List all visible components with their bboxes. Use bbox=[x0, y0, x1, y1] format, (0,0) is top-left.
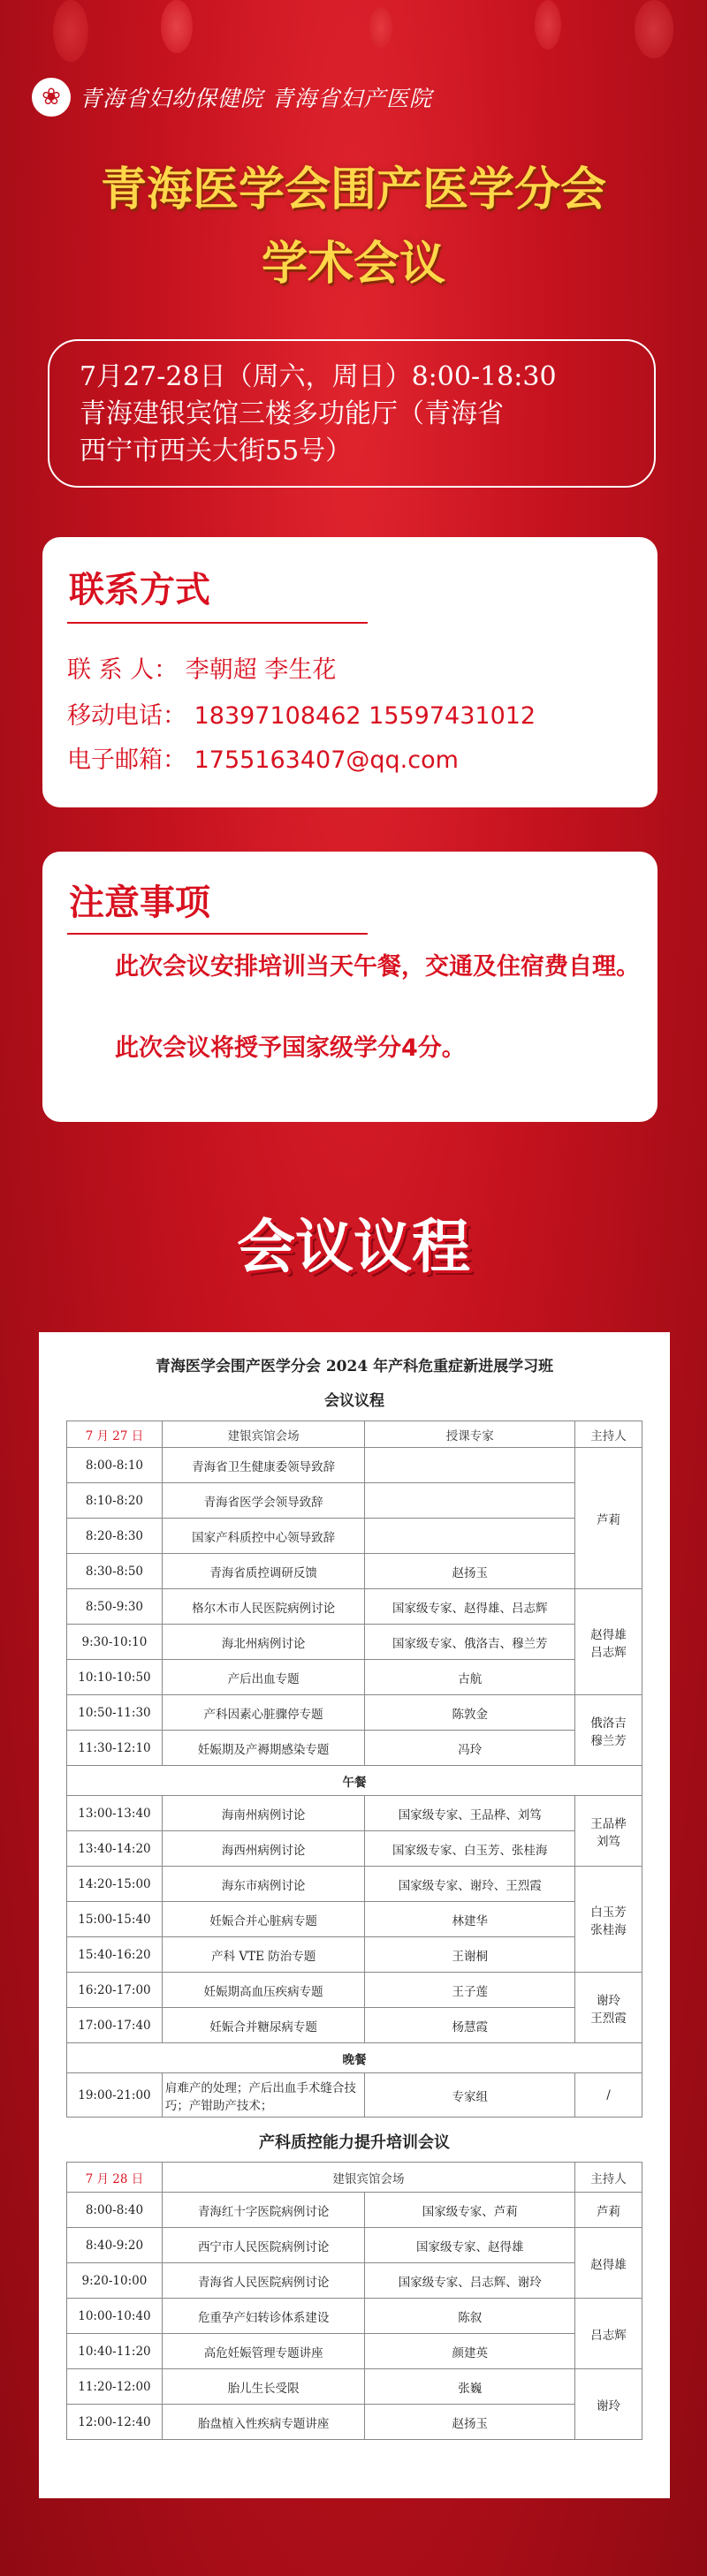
row-topic: 妊娠期高血压疾病专题 bbox=[162, 1973, 365, 2008]
venue-header: 建银宾馆会场 bbox=[162, 1421, 365, 1448]
lunch-label: 午餐 bbox=[67, 1766, 642, 1796]
day1-date: 7 月 27 日 bbox=[67, 1421, 163, 1448]
row-expert: 王谢桐 bbox=[365, 1937, 575, 1973]
row-host: / bbox=[575, 2073, 642, 2118]
contact-email-value[interactable]: 1755163407@qq.com bbox=[194, 746, 459, 774]
row-expert: 赵扬玉 bbox=[365, 2405, 575, 2440]
table-row bbox=[67, 2405, 642, 2440]
row-topic: 海南州病例讨论 bbox=[162, 1796, 365, 1831]
row-time: 8:50-9:30 bbox=[67, 1589, 163, 1625]
notice-card bbox=[42, 852, 658, 1122]
page-title-line2: 学术会议 bbox=[261, 237, 445, 291]
row-host: 芦莉 bbox=[575, 1448, 642, 1589]
row-time: 10:00-10:40 bbox=[67, 2299, 163, 2334]
row-time: 17:00-17:40 bbox=[67, 2008, 163, 2043]
table-row bbox=[67, 1625, 642, 1660]
agenda-document bbox=[39, 1332, 670, 2498]
row-topic: 海北州病例讨论 bbox=[162, 1625, 365, 1660]
row-expert: 国家级专家、王品桦、刘笃 bbox=[365, 1796, 575, 1831]
hospital-logo-icon: ❀ bbox=[32, 78, 71, 117]
row-expert: 冯玲 bbox=[365, 1731, 575, 1766]
table-row bbox=[67, 1660, 642, 1695]
row-host: 谢玲 bbox=[575, 2369, 642, 2440]
row-expert: 国家级专家、谢玲、王烈霞 bbox=[365, 1867, 575, 1902]
row-time: 8:10-8:20 bbox=[67, 1483, 163, 1519]
day2-date: 7 月 28 日 bbox=[67, 2163, 163, 2193]
table-row bbox=[67, 2193, 642, 2228]
row-time: 13:00-13:40 bbox=[67, 1796, 163, 1831]
dinner-row bbox=[67, 2043, 642, 2073]
decor-light bbox=[369, 7, 392, 48]
table-row bbox=[67, 2299, 642, 2334]
decor-light bbox=[535, 0, 561, 49]
row-time: 8:40-9:20 bbox=[67, 2228, 163, 2263]
row-time: 10:10-10:50 bbox=[67, 1660, 163, 1695]
row-expert bbox=[365, 1483, 575, 1519]
row-expert: 专家组 bbox=[365, 2073, 575, 2118]
row-time: 8:20-8:30 bbox=[67, 1519, 163, 1554]
doc-subtitle: 会议议程 bbox=[324, 1392, 384, 1410]
row-topic: 产后出血专题 bbox=[162, 1660, 365, 1695]
row-host: 吕志辉 bbox=[575, 2299, 642, 2369]
table-row bbox=[67, 2369, 642, 2405]
table-header-row bbox=[67, 2163, 642, 2193]
row-topic: 西宁市人民医院病例讨论 bbox=[162, 2228, 365, 2263]
row-expert: 林建华 bbox=[365, 1902, 575, 1937]
contact-email-label: 电子邮箱： bbox=[67, 746, 186, 774]
section2-title: 产科质控能力提升培训会议 bbox=[259, 2133, 450, 2152]
row-topic: 妊娠期及产褥期感染专题 bbox=[162, 1731, 365, 1766]
row-expert bbox=[365, 1519, 575, 1554]
contact-phone-value[interactable]: 18397108462 15597431012 bbox=[194, 702, 536, 730]
row-time: 9:20-10:00 bbox=[67, 2263, 163, 2299]
row-topic: 青海省医学会领导致辞 bbox=[162, 1483, 365, 1519]
contact-card bbox=[42, 537, 658, 807]
dinner-label: 晚餐 bbox=[67, 2043, 642, 2073]
row-time: 19:00-21:00 bbox=[67, 2073, 163, 2118]
host-header: 主持人 bbox=[575, 2163, 642, 2193]
row-time: 11:30-12:10 bbox=[67, 1731, 163, 1766]
row-topic: 青海省质控调研反馈 bbox=[162, 1554, 365, 1589]
row-topic: 青海省人民医院病例讨论 bbox=[162, 2263, 365, 2299]
row-topic: 国家产科质控中心领导致辞 bbox=[162, 1519, 365, 1554]
table-row bbox=[67, 1937, 642, 1973]
row-topic: 妊娠合并心脏病专题 bbox=[162, 1902, 365, 1937]
doc-title: 青海医学会围产医学分会 2024 年产科危重症新进展学习班 bbox=[155, 1358, 554, 1375]
divider bbox=[67, 622, 368, 624]
row-time: 9:30-10:10 bbox=[67, 1625, 163, 1660]
contact-email bbox=[67, 740, 459, 775]
notice-title: 注意事项 bbox=[69, 882, 210, 923]
table-row bbox=[67, 2334, 642, 2369]
notice-para-2: 此次会议将授予国家级学分4分。 bbox=[115, 1034, 466, 1062]
table-header-row bbox=[67, 1421, 642, 1448]
row-expert: 陈敦金 bbox=[365, 1695, 575, 1731]
table-row bbox=[67, 2228, 642, 2263]
row-expert: 赵扬玉 bbox=[365, 1554, 575, 1589]
row-time: 15:00-15:40 bbox=[67, 1902, 163, 1937]
table-row bbox=[67, 1554, 642, 1589]
decor-light bbox=[635, 0, 673, 58]
decor-light bbox=[161, 0, 193, 53]
table-row bbox=[67, 1589, 642, 1625]
row-topic: 海东市病例讨论 bbox=[162, 1867, 365, 1902]
row-topic: 格尔木市人民医院病例讨论 bbox=[162, 1589, 365, 1625]
row-host: 谢玲 王烈霞 bbox=[575, 1973, 642, 2043]
table-row bbox=[67, 1483, 642, 1519]
row-time: 11:20-12:00 bbox=[67, 2369, 163, 2405]
row-host: 赵得雄 吕志辉 bbox=[575, 1589, 642, 1695]
row-expert: 国家级专家、吕志辉、谢玲 bbox=[365, 2263, 575, 2299]
row-time: 10:50-11:30 bbox=[67, 1695, 163, 1731]
row-host: 芦莉 bbox=[575, 2193, 642, 2228]
row-topic: 妊娠合并糖尿病专题 bbox=[162, 2008, 365, 2043]
table-row bbox=[67, 1902, 642, 1937]
contact-person bbox=[67, 650, 336, 685]
row-time: 8:00-8:40 bbox=[67, 2193, 163, 2228]
notice-para-1: 此次会议安排培训当天午餐，交通及住宿费自理。 bbox=[115, 953, 640, 981]
event-datetime: 7月27-28日（周六，周日）8:00-18:30 bbox=[80, 361, 557, 392]
row-topic: 危重孕产妇转诊体系建设 bbox=[162, 2299, 365, 2334]
row-host: 白玉芳 张桂海 bbox=[575, 1867, 642, 1973]
row-time: 10:40-11:20 bbox=[67, 2334, 163, 2369]
row-time: 12:00-12:40 bbox=[67, 2405, 163, 2440]
event-venue: 青海建银宾馆三楼多功能厅（青海省 bbox=[80, 398, 504, 429]
day2-schedule-table bbox=[66, 2162, 642, 2440]
row-time: 16:20-17:00 bbox=[67, 1973, 163, 2008]
row-expert bbox=[365, 1448, 575, 1483]
row-expert: 张巍 bbox=[365, 2369, 575, 2405]
row-host: 王品桦 刘笃 bbox=[575, 1796, 642, 1867]
row-time: 14:20-15:00 bbox=[67, 1867, 163, 1902]
contact-person-label: 联 系 人： bbox=[67, 656, 179, 684]
table-row bbox=[67, 1519, 642, 1554]
row-expert: 国家级专家、俄洛吉、穆兰芳 bbox=[365, 1625, 575, 1660]
expert-header: 授课专家 bbox=[365, 1421, 575, 1448]
row-expert: 国家级专家、白玉芳、张桂海 bbox=[365, 1831, 575, 1867]
row-topic: 胎盘植入性疾病专题讲座 bbox=[162, 2405, 365, 2440]
row-host: 赵得雄 bbox=[575, 2228, 642, 2299]
table-row bbox=[67, 2008, 642, 2043]
contact-phone-label: 移动电话： bbox=[67, 702, 186, 730]
table-row bbox=[67, 2073, 642, 2118]
row-time: 15:40-16:20 bbox=[67, 1937, 163, 1973]
contact-title: 联系方式 bbox=[69, 569, 210, 610]
org-name: 青海省妇幼保健院 青海省妇产医院 bbox=[80, 86, 432, 111]
agenda-heading: 会议议程 bbox=[237, 1212, 470, 1281]
row-topic: 海西州病例讨论 bbox=[162, 1831, 365, 1867]
decor-light bbox=[53, 0, 88, 62]
row-expert: 颜建英 bbox=[365, 2334, 575, 2369]
row-topic: 高危妊娠管理专题讲座 bbox=[162, 2334, 365, 2369]
table-row bbox=[67, 1796, 642, 1831]
row-expert: 古航 bbox=[365, 1660, 575, 1695]
row-expert: 国家级专家、芦莉 bbox=[365, 2193, 575, 2228]
row-expert: 国家级专家、赵得雄 bbox=[365, 2228, 575, 2263]
row-topic: 胎儿生长受限 bbox=[162, 2369, 365, 2405]
row-topic: 青海红十字医院病例讨论 bbox=[162, 2193, 365, 2228]
lunch-row bbox=[67, 1766, 642, 1796]
table-row bbox=[67, 1867, 642, 1902]
table-row bbox=[67, 1448, 642, 1483]
table-row bbox=[67, 1831, 642, 1867]
row-expert: 国家级专家、赵得雄、吕志辉 bbox=[365, 1589, 575, 1625]
row-time: 8:00-8:10 bbox=[67, 1448, 163, 1483]
venue-header: 建银宾馆会场 bbox=[162, 2163, 574, 2193]
row-time: 13:40-14:20 bbox=[67, 1831, 163, 1867]
row-topic: 青海省卫生健康委领导致辞 bbox=[162, 1448, 365, 1483]
row-expert: 杨慧霞 bbox=[365, 2008, 575, 2043]
event-info-box bbox=[48, 339, 656, 488]
row-host: 俄洛吉 穆兰芳 bbox=[575, 1695, 642, 1766]
table-row bbox=[67, 2263, 642, 2299]
row-topic: 产科因素心脏骤停专题 bbox=[162, 1695, 365, 1731]
row-topic: 肩难产的处理；产后出血手术缝合技巧；产钳助产技术； bbox=[162, 2073, 365, 2118]
table-row bbox=[67, 1695, 642, 1731]
divider bbox=[67, 933, 368, 935]
table-row bbox=[67, 1973, 642, 2008]
event-address: 西宁市西关大街55号） bbox=[80, 436, 353, 466]
org-header bbox=[32, 78, 432, 117]
contact-person-value: 李朝超 李生花 bbox=[185, 656, 337, 684]
day1-schedule-table bbox=[66, 1421, 642, 2118]
row-expert: 陈叙 bbox=[365, 2299, 575, 2334]
contact-phone bbox=[67, 696, 536, 731]
table-row bbox=[67, 1731, 642, 1766]
row-expert: 王子莲 bbox=[365, 1973, 575, 2008]
page-title: 青海医学会围产医学分会 bbox=[100, 163, 606, 216]
row-topic: 产科 VTE 防治专题 bbox=[162, 1937, 365, 1973]
host-header: 主持人 bbox=[575, 1421, 642, 1448]
row-time: 8:30-8:50 bbox=[67, 1554, 163, 1589]
